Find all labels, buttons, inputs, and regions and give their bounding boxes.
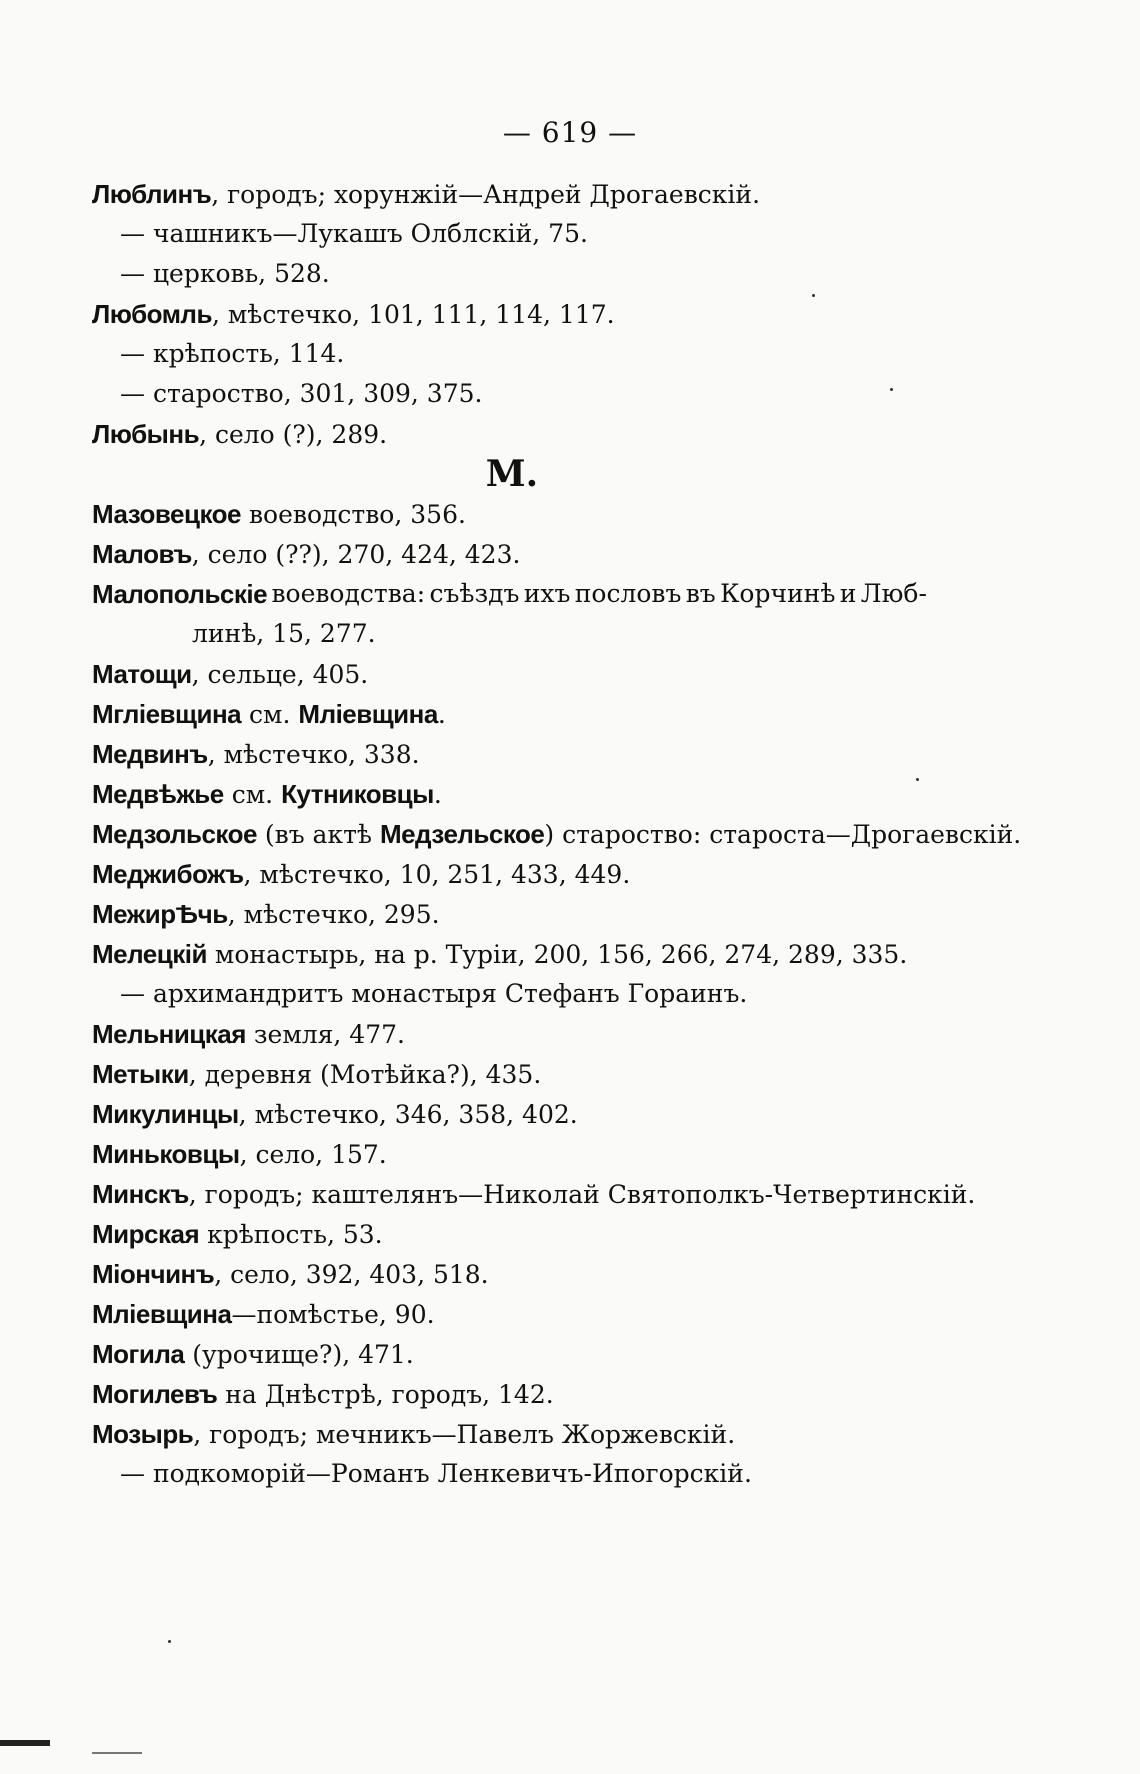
entry-word: съѣздъ bbox=[429, 579, 520, 608]
subentry-text: — староство, 301, 309, 375. bbox=[120, 379, 483, 408]
entry-word: Люб- bbox=[860, 579, 927, 608]
index-entry bbox=[92, 174, 932, 214]
entry-word: воеводства: bbox=[271, 579, 426, 608]
subentry-text: — чашникъ—Лукашъ Олблскій, 75. bbox=[120, 219, 588, 248]
scan-speck bbox=[890, 388, 893, 391]
index-entries bbox=[92, 174, 1022, 1494]
index-entry bbox=[92, 1254, 932, 1294]
entry-heading: Мельницкая bbox=[92, 1019, 246, 1049]
index-entry bbox=[92, 414, 932, 454]
section-letter: М. bbox=[485, 453, 539, 495]
entry-heading: Мазовецкое bbox=[92, 499, 242, 529]
entry-text: , городъ; каштелянъ—Николай Святополкъ-Четвертинскій. bbox=[188, 1180, 976, 1209]
entry-heading: Малопольскіе bbox=[92, 579, 268, 609]
entry-heading: Метыки bbox=[92, 1059, 189, 1089]
entry-text: , мѣстечко, 10, 251, 433, 449. bbox=[243, 860, 631, 889]
scan-speck bbox=[168, 1640, 171, 1643]
entry-text: , село (??), 270, 424, 423. bbox=[191, 540, 521, 569]
index-entry bbox=[92, 854, 932, 894]
entry-text: на Днѣстрѣ, городъ, 142. bbox=[217, 1380, 554, 1409]
entry-text: (урочище?), 471. bbox=[184, 1340, 414, 1369]
entry-heading: Мозырь bbox=[92, 1419, 194, 1449]
entry-text: , село, 392, 403, 518. bbox=[214, 1260, 489, 1289]
entry-word: въ bbox=[685, 579, 716, 608]
entry-heading: Минскъ bbox=[92, 1179, 189, 1209]
index-entry bbox=[92, 1174, 976, 1214]
index-entry bbox=[92, 1054, 932, 1094]
entry-text: , мѣстечко, 338. bbox=[207, 740, 420, 769]
entry-heading-secondary: Мліевщина bbox=[298, 699, 438, 729]
entry-text: , сельце, 405. bbox=[191, 660, 369, 689]
entry-word: и bbox=[839, 579, 857, 608]
entry-word: ихъ bbox=[523, 579, 571, 608]
index-entry bbox=[92, 294, 932, 334]
entry-heading: Мгліевщина bbox=[92, 699, 242, 729]
index-entry bbox=[92, 894, 932, 934]
index-entry bbox=[92, 1294, 932, 1334]
entry-text: , село (?), 289. bbox=[199, 420, 388, 449]
entry-text: —помѣстье, 90. bbox=[231, 1300, 435, 1329]
entry-text: . bbox=[437, 700, 446, 729]
index-entry bbox=[92, 574, 927, 614]
index-subentry bbox=[92, 974, 932, 1014]
entry-text: см. bbox=[241, 700, 299, 729]
index-subentry bbox=[92, 1454, 932, 1494]
index-entry bbox=[92, 534, 932, 574]
entry-text: , деревня (Мотѣйка?), 435. bbox=[188, 1060, 542, 1089]
entry-text: , городъ; хорунжій—Андрей Дрогаевскій. bbox=[211, 180, 761, 209]
page-number: — 619 — bbox=[502, 116, 638, 149]
scan-speck bbox=[916, 778, 919, 781]
entry-heading: Медвѣжье bbox=[92, 779, 224, 809]
entry-heading: Люблинъ bbox=[92, 179, 212, 209]
entry-heading: Матощи bbox=[92, 659, 192, 689]
entry-word: Корчинѣ bbox=[720, 579, 836, 608]
index-entry bbox=[92, 654, 932, 694]
continuation-text: линѣ, 15, 277. bbox=[192, 619, 376, 648]
entry-heading-secondary: Кутниковцы bbox=[281, 779, 434, 809]
entry-text: ) староство: староста—Дрогаевскій. bbox=[544, 820, 1022, 849]
scan-speck bbox=[812, 294, 815, 297]
entry-heading: Микулинцы bbox=[92, 1099, 239, 1129]
entry-word: пословъ bbox=[574, 579, 682, 608]
entry-heading: МежирѢчь bbox=[92, 899, 228, 929]
index-entry bbox=[92, 1214, 932, 1254]
entry-text: земля, 477. bbox=[245, 1020, 405, 1049]
index-subentry bbox=[92, 254, 932, 294]
entry-text: крѣпость, 53. bbox=[199, 1220, 383, 1249]
entry-heading: Мирская bbox=[92, 1219, 200, 1249]
index-entry bbox=[92, 694, 932, 734]
index-entry bbox=[92, 774, 932, 814]
index-entry bbox=[92, 494, 932, 534]
subentry-text: — церковь, 528. bbox=[120, 259, 330, 288]
entry-heading: Медзольское bbox=[92, 819, 257, 849]
scan-edge-mark bbox=[0, 1740, 50, 1746]
index-entry-continuation bbox=[92, 614, 932, 654]
entry-text: . bbox=[433, 780, 442, 809]
entry-text: , мѣстечко, 101, 111, 114, 117. bbox=[211, 300, 615, 329]
entry-text: , мѣстечко, 295. bbox=[227, 900, 440, 929]
index-entry bbox=[92, 1334, 932, 1374]
index-entry bbox=[92, 734, 932, 774]
entry-text: см. bbox=[223, 780, 282, 809]
index-subentry bbox=[92, 214, 932, 254]
subentry-text: — подкоморій—Романъ Ленкевичъ-Ипогорскій. bbox=[120, 1459, 752, 1488]
entry-text: (въ актѣ bbox=[256, 820, 380, 849]
entry-heading: Меджибожъ bbox=[92, 859, 244, 889]
index-entry bbox=[92, 1134, 932, 1174]
entry-heading: Миньковцы bbox=[92, 1139, 240, 1169]
subentry-text: — архимандритъ монастыря Стефанъ Гораинъ. bbox=[120, 979, 748, 1008]
entry-heading: Могилевъ bbox=[92, 1379, 218, 1409]
entry-heading: Любомль bbox=[92, 299, 212, 329]
index-entry bbox=[92, 934, 932, 974]
index-entry bbox=[92, 1014, 932, 1054]
entry-heading-secondary: Медзельское bbox=[379, 819, 545, 849]
entry-heading: Любынь bbox=[92, 419, 200, 449]
subentry-text: — крѣпость, 114. bbox=[120, 339, 345, 368]
scan-edge-rule bbox=[92, 1752, 142, 1754]
entry-text: , городъ; мечникъ—Павелъ Жоржевскій. bbox=[193, 1420, 736, 1449]
index-entry bbox=[92, 814, 1022, 854]
entry-text: воеводство, 356. bbox=[241, 500, 466, 529]
entry-text: , село, 157. bbox=[239, 1140, 387, 1169]
entry-heading: Маловъ bbox=[92, 539, 192, 569]
index-entry bbox=[92, 1414, 932, 1454]
entry-heading: Могила bbox=[92, 1339, 185, 1369]
index-entry bbox=[92, 1374, 932, 1414]
entry-text: , мѣстечко, 346, 358, 402. bbox=[238, 1100, 578, 1129]
index-entry bbox=[92, 1094, 932, 1134]
entry-heading: Міончинъ bbox=[92, 1259, 215, 1289]
entry-heading: Медвинъ bbox=[92, 739, 208, 769]
index-subentry bbox=[92, 374, 932, 414]
index-subentry bbox=[92, 334, 932, 374]
entry-heading: Мелецкій bbox=[92, 939, 207, 969]
entry-text: монастырь, на р. Туріи, 200, 156, 266, 274, 289, 335. bbox=[206, 940, 908, 969]
entry-heading: Мліевщина bbox=[92, 1299, 232, 1329]
